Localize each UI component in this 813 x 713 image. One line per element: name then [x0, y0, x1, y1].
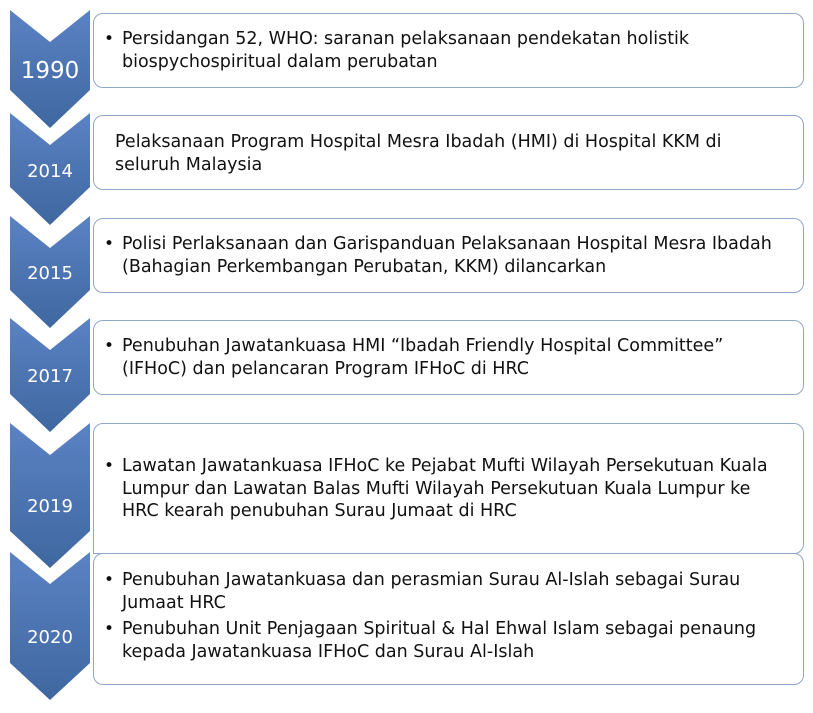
chevron-2019 [10, 423, 90, 568]
event-box-1990 [93, 13, 804, 88]
chevron-2014 [10, 113, 90, 225]
event-box-2019 [93, 423, 804, 554]
event-box-2017 [93, 320, 804, 395]
event-box-2020 [93, 553, 804, 685]
chevron-2020 [10, 552, 90, 700]
year-label: 2017 [27, 366, 73, 387]
event-text: • Persidangan 52, WHO: saranan pelaksanaan pendekatan holistik biospychospiritual dalam perubatan [94, 28, 763, 73]
chevron-2017 [10, 318, 90, 432]
year-label: 2019 [27, 496, 73, 517]
chevron-2015 [10, 216, 90, 328]
event-text: • Penubuhan Jawatankuasa dan perasmian Surau Al-Islah sebagai Surau Jumaat HRC [94, 569, 763, 614]
event-text: • Penubuhan Jawatankuasa HMI “Ibadah Friendly Hospital Committee” (IFHoC) dan pelancaran Program IFHoC di HRC [94, 335, 763, 380]
year-label: 1990 [20, 58, 80, 84]
event-text: • Penubuhan Unit Penjagaan Spiritual & Hal Ehwal Islam sebagai penaung kepada Jawatankuasa IFHoC dan Surau Al-Islah [94, 618, 763, 663]
year-label: 2015 [27, 263, 73, 284]
event-text: • Polisi Perlaksanaan dan Garispanduan Pelaksanaan Hospital Mesra Ibadah (Bahagian Perkembangan Perubatan, KKM) dilancarkan [94, 233, 789, 278]
event-box-2014 [93, 115, 804, 190]
event-text: • Lawatan Jawatankuasa IFHoC ke Pejabat Mufti Wilayah Persekutuan Kuala Lumpur dan Lawatan Balas Mufti Wilayah Persekutuan Kuala Lumpur ke HRC kearah penubuhan Surau Jumaat di HRC [94, 455, 773, 523]
chevron-1990 [10, 10, 90, 128]
year-label: 2014 [27, 161, 73, 182]
event-box-2015 [93, 218, 804, 293]
year-label: 2020 [27, 627, 73, 648]
event-text: Pelaksanaan Program Hospital Mesra Ibadah (HMI) di Hospital KKM di seluruh Malaysia [115, 132, 722, 175]
